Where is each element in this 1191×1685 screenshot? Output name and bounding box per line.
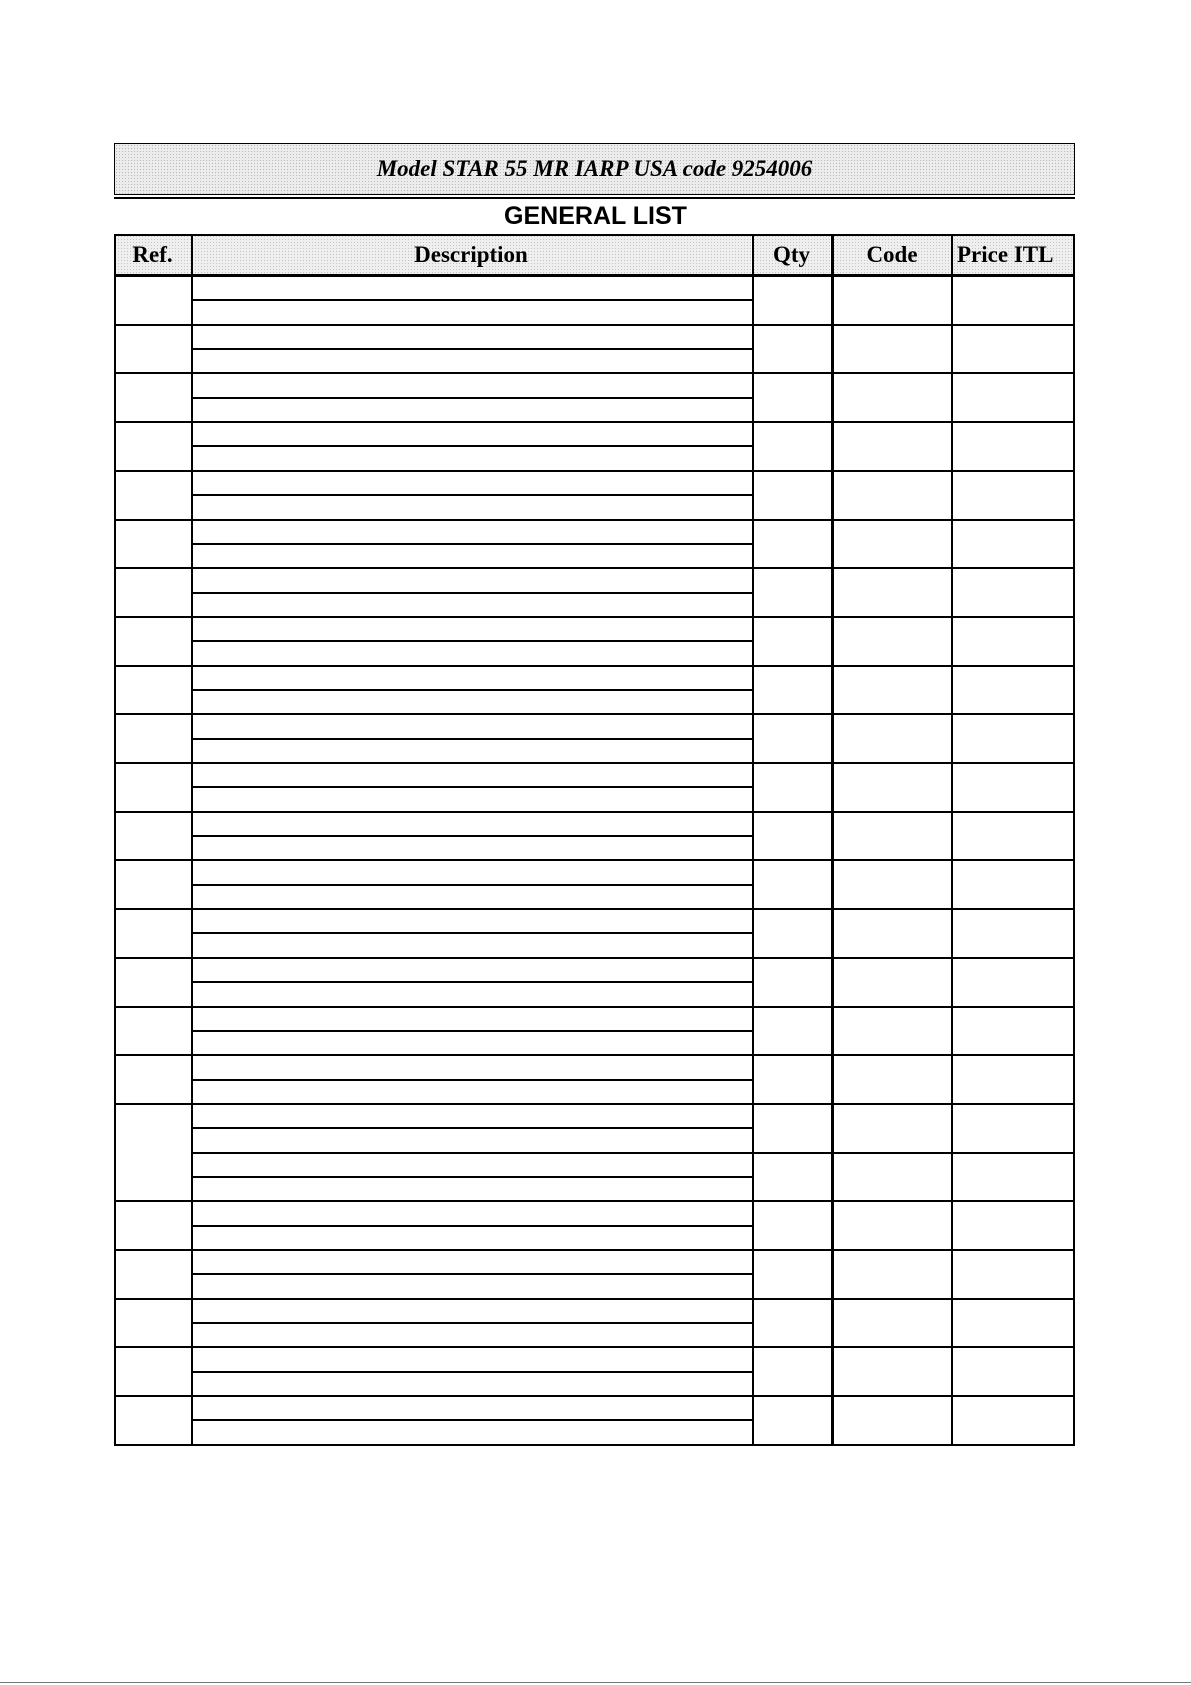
ref-column-divider (191, 234, 193, 1445)
description-column-divider (752, 234, 754, 1445)
table-right-border (1073, 234, 1075, 1445)
model-header (114, 143, 1075, 195)
column-header-code: Code (833, 235, 951, 275)
description-line-rule (191, 932, 754, 934)
table-row-separator (114, 470, 1075, 472)
description-line-rule (191, 835, 754, 837)
description-line-rule (191, 445, 754, 447)
description-line-rule (191, 1225, 754, 1227)
table-row-separator (114, 665, 1075, 667)
table-bottom-border (114, 1444, 1075, 1446)
description-line-rule (191, 1322, 754, 1324)
code-column-divider (951, 234, 953, 1445)
description-line-rule (191, 1273, 754, 1275)
page-footer-rule (0, 1682, 1191, 1683)
description-line-rule (191, 640, 754, 642)
column-header-price: Price ITL (953, 235, 1075, 275)
table-row-separator (114, 1395, 1075, 1397)
description-line-rule (191, 884, 754, 886)
table-row-separator (114, 421, 1075, 423)
description-line-rule (191, 1419, 754, 1421)
description-line-rule (191, 397, 754, 399)
table-row-separator (114, 567, 1075, 569)
table-row-separator (114, 1249, 1075, 1251)
description-line-rule (191, 1152, 754, 1154)
table-row-separator (114, 859, 1075, 861)
table-row-separator (114, 1054, 1075, 1056)
table-left-border (114, 234, 116, 1445)
table-row-separator (114, 1346, 1075, 1348)
item-split-rule (752, 1152, 1075, 1154)
header-bottom-border (114, 274, 1075, 277)
description-line-rule (191, 299, 754, 301)
table-row-separator (114, 713, 1075, 715)
table-row-separator (114, 519, 1075, 521)
table-row-separator (114, 811, 1075, 813)
model-title: Model STAR 55 MR IARP USA code 9254006 (376, 156, 813, 181)
table-row-separator (114, 1103, 1075, 1105)
description-line-rule (191, 1127, 754, 1129)
table-row-separator (114, 1298, 1075, 1300)
description-line-rule (191, 494, 754, 496)
column-header-qty: Qty (753, 235, 830, 275)
table-row-separator (114, 372, 1075, 374)
table-row-separator (114, 324, 1075, 326)
description-line-rule (191, 1079, 754, 1081)
description-line-rule (191, 689, 754, 691)
description-line-rule (191, 348, 754, 350)
description-line-rule (191, 786, 754, 788)
description-line-rule (191, 1176, 754, 1178)
page-title: GENERAL LIST (504, 202, 687, 230)
description-line-rule (191, 592, 754, 594)
column-header-description: Description (191, 235, 751, 275)
column-header-ref: Ref. (114, 235, 191, 275)
description-line-rule (191, 981, 754, 983)
table-row-separator (114, 957, 1075, 959)
description-line-rule (191, 738, 754, 740)
table-row-separator (114, 1006, 1075, 1008)
table-row-separator (114, 762, 1075, 764)
table-row-separator (114, 1200, 1075, 1202)
description-line-rule (191, 1030, 754, 1032)
qty-column-divider (831, 234, 834, 1445)
table-top-border (114, 234, 1075, 236)
description-line-rule (191, 543, 754, 545)
description-line-rule (191, 1371, 754, 1373)
table-row-separator (114, 908, 1075, 910)
table-row-separator (114, 616, 1075, 618)
